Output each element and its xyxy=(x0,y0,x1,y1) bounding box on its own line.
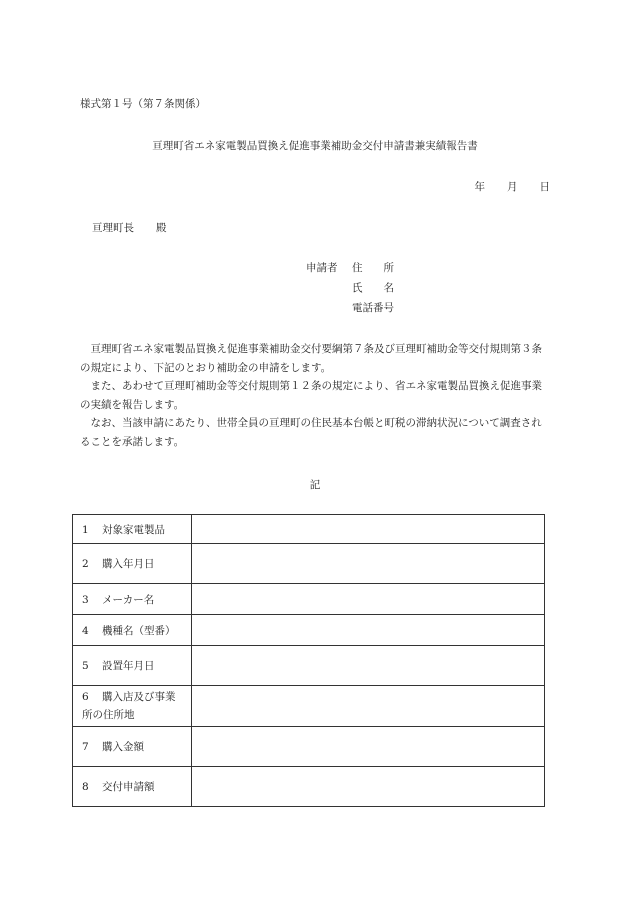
table-row xyxy=(73,515,545,544)
applicant-phone-label: 電話番号 xyxy=(352,302,394,314)
item-number: 3 xyxy=(82,593,89,606)
body-paragraph-2: また、あわせて亘理町補助金等交付規則第１２条の規定により、省エネ家電製品買換え促進事業の実績を報告します。 xyxy=(80,380,542,411)
item-label-cell xyxy=(73,584,192,615)
applicant-phone-row xyxy=(306,300,394,315)
body-paragraph-1: 亘理町省エネ家電製品買換え促進事業補助金交付要綱第７条及び亘理町補助金等交付規則第３条の規定により、下記のとおり補助金の申請をします。 xyxy=(80,343,542,374)
item-value-cell[interactable] xyxy=(192,727,545,767)
items-table xyxy=(72,514,545,807)
item-label-cell xyxy=(73,544,192,584)
item-label: 交付申請額 xyxy=(102,781,155,793)
item-label-line-1: 購入店及び事業 xyxy=(102,691,176,703)
table-row xyxy=(73,686,545,727)
table-row xyxy=(73,615,545,646)
item-label: 機種名（型番） xyxy=(102,624,176,637)
item-value-cell[interactable] xyxy=(192,767,545,807)
item-value-cell[interactable] xyxy=(192,544,545,584)
addressee-name: 亘理町長 xyxy=(92,222,134,234)
item-number: 8 xyxy=(82,781,89,793)
ki-heading: 記 xyxy=(309,479,321,491)
body-text xyxy=(80,340,552,452)
item-number: 1 xyxy=(82,523,89,536)
item-value-cell[interactable] xyxy=(192,584,545,615)
item-label-cell xyxy=(73,615,192,646)
table-row xyxy=(73,584,545,615)
item-label-line-2: 所の住所地 xyxy=(82,709,135,721)
applicant-name-label: 氏 名 xyxy=(352,282,394,294)
item-label-cell xyxy=(73,515,192,544)
item-number: 5 xyxy=(82,660,89,672)
item-label xyxy=(82,688,176,724)
item-number: 2 xyxy=(82,558,89,570)
date-month-label: 月 xyxy=(507,181,518,193)
date-day-label: 日 xyxy=(539,181,550,193)
item-label-cell xyxy=(73,646,192,686)
item-value-cell[interactable] xyxy=(192,515,545,544)
item-label: 設置年月日 xyxy=(102,660,155,672)
item-label: 購入年月日 xyxy=(102,558,155,570)
item-number: 4 xyxy=(82,624,89,637)
applicant-address-row xyxy=(306,260,394,275)
item-label-cell xyxy=(73,727,192,767)
addressee xyxy=(92,220,167,235)
table-row xyxy=(73,646,545,686)
item-value-cell[interactable] xyxy=(192,646,545,686)
table-row xyxy=(73,544,545,584)
form-number: 様式第１号（第７条関係） xyxy=(80,98,206,110)
item-value-cell[interactable] xyxy=(192,686,545,727)
date-year-label: 年 xyxy=(474,181,485,193)
table-row xyxy=(73,767,545,807)
body-paragraph-3: なお、当該申請にあたり、世帯全員の亘理町の住民基本台帳と町税の滞納状況について調査されることを承諾します。 xyxy=(80,417,542,448)
applicant-address-label: 住 所 xyxy=(352,262,394,274)
item-number: 7 xyxy=(82,741,89,753)
document-title: 亘理町省エネ家電製品買換え促進事業補助金交付申請書兼実績報告書 xyxy=(152,140,478,152)
item-label-cell xyxy=(73,686,192,727)
addressee-honorific: 殿 xyxy=(156,222,167,234)
date-line xyxy=(475,179,551,194)
applicant-label: 申請者 xyxy=(306,262,338,274)
item-number: 6 xyxy=(82,691,89,703)
item-label: 対象家電製品 xyxy=(102,523,165,536)
item-label: 購入金額 xyxy=(102,741,144,753)
item-value-cell[interactable] xyxy=(192,615,545,646)
applicant-name-row xyxy=(306,280,394,295)
item-label-cell xyxy=(73,767,192,807)
table-row xyxy=(73,727,545,767)
item-label: メーカー名 xyxy=(102,593,155,606)
